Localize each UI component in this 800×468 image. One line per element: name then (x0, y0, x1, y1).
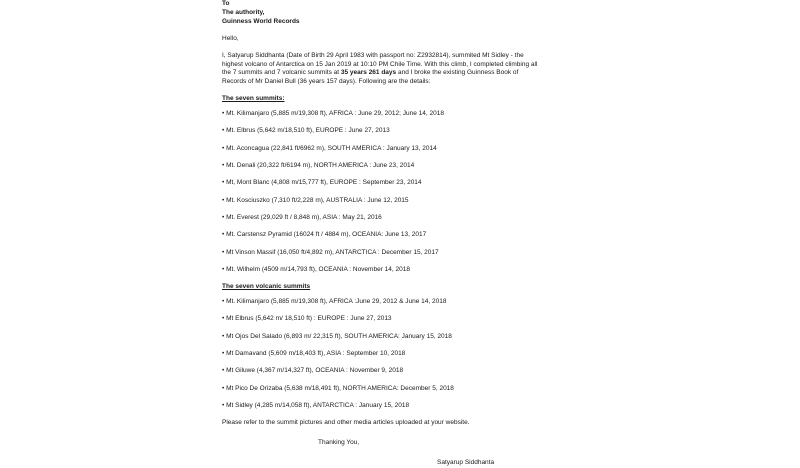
list-item: • Mt. Kilimanjaro (5,885 m/19,308 ft), AFRICA :June 29, 2012 & June 14, 2018 (222, 298, 447, 306)
list-item: • Mt. Kosciuszko (7,310 ft/2,228 m), AUSTRALIA : June 12, 2015 (222, 196, 409, 204)
list-item: • Mt. Aconcagua (22,841 ft/6962 m), SOUTH AMERICA : January 13, 2014 (222, 144, 437, 152)
letter-page (222, 0, 542, 468)
list-item: • Mt. Kilimanjaro (5,885 m/19,308 ft), AFRICA : June 29, 2012; June 14, 2018 (222, 110, 444, 118)
intro-text-1: I, Satyarup Siddhanta (Date of Birth 29 April 1983 with passport no: Z2932814), summited Mt Sidley - the highest volcano of Antarctica on 15 Jan 2019 at 10:10 PM Chile Time. With this climb, I completed climbing all the 7 summits and 7 volcanic summits at (222, 51, 538, 77)
address-block (222, 0, 542, 27)
list-item: • Mt Sidley (4,285 m/14,058 ft), ANTARCTICA : January 15, 2018 (222, 401, 410, 409)
volcanic-summits-list (222, 298, 542, 411)
address-authority: The authority, (222, 8, 265, 16)
list-item: • Mt. Denali (20,322 ft/6194 m), NORTH AMERICA : June 23, 2014 (222, 162, 415, 170)
intro-text-2: and I broke the existing Guinness Book of Records of Mr Daniel Bull (36 years 157 days). Following are the details: (222, 69, 519, 86)
volcanic-summits-heading: The seven volcanic summits (222, 283, 311, 291)
thanking-line: Thanking You, (318, 439, 360, 447)
address-to: To (222, 0, 230, 7)
list-item: • Mt, Mont Blanc (4,808 m/15,777 ft), EUROPE : September 23, 2014 (222, 179, 422, 187)
intro-age-bold: 35 years 261 days (340, 69, 397, 77)
seven-summits-heading: The seven summits: (222, 95, 285, 103)
list-item: • Mt. Carstensz Pyramid (16024 ft / 4884 m), OCEANIA: June 13, 2017 (222, 231, 427, 239)
closing-line: Please refer to the summit pictures and other media articles uploaded at your website. (222, 419, 470, 427)
seven-summits-list (222, 110, 542, 275)
list-item: • Mt. Everest (29,029 ft / 8,848 m), ASIA : May 21, 2016 (222, 213, 382, 221)
list-item: • Mt Ojos Del Salado (6,893 m/ 22,315 ft), SOUTH AMERICA: January 15, 2018 (222, 332, 452, 340)
list-item: • Mt Pico De Orizaba (5,638 m/18,491 ft), NORTH AMERICA: December 5, 2018 (222, 384, 454, 392)
address-org: Guinness World Records (222, 17, 300, 25)
intro-paragraph (222, 52, 542, 88)
list-item: • Mt Damavand (5,609 m/18,403 ft), ASIA : September 10, 2018 (222, 349, 406, 357)
signature: Satyarup Siddhanta (437, 458, 495, 466)
greeting: Hello, (222, 34, 239, 42)
list-item: • Mt Elbrus (5,642 m/ 18,510 ft) : EUROPE : June 27, 2013 (222, 315, 392, 323)
list-item: • Mt. Wilhelm (4509 m/14,793 ft), OCEANIA : November 14, 2018 (222, 265, 410, 273)
list-item: • Mt Vinson Massif (16,050 ft/4,892 m), ANTARCTICA : December 15, 2017 (222, 248, 439, 256)
list-item: • Mt. Elbrus (5,642 m/18,510 ft), EUROPE : June 27, 2013 (222, 127, 390, 135)
list-item: • Mt Giluwe (4,367 m/14,327 ft), OCEANIA : November 9, 2018 (222, 367, 404, 375)
